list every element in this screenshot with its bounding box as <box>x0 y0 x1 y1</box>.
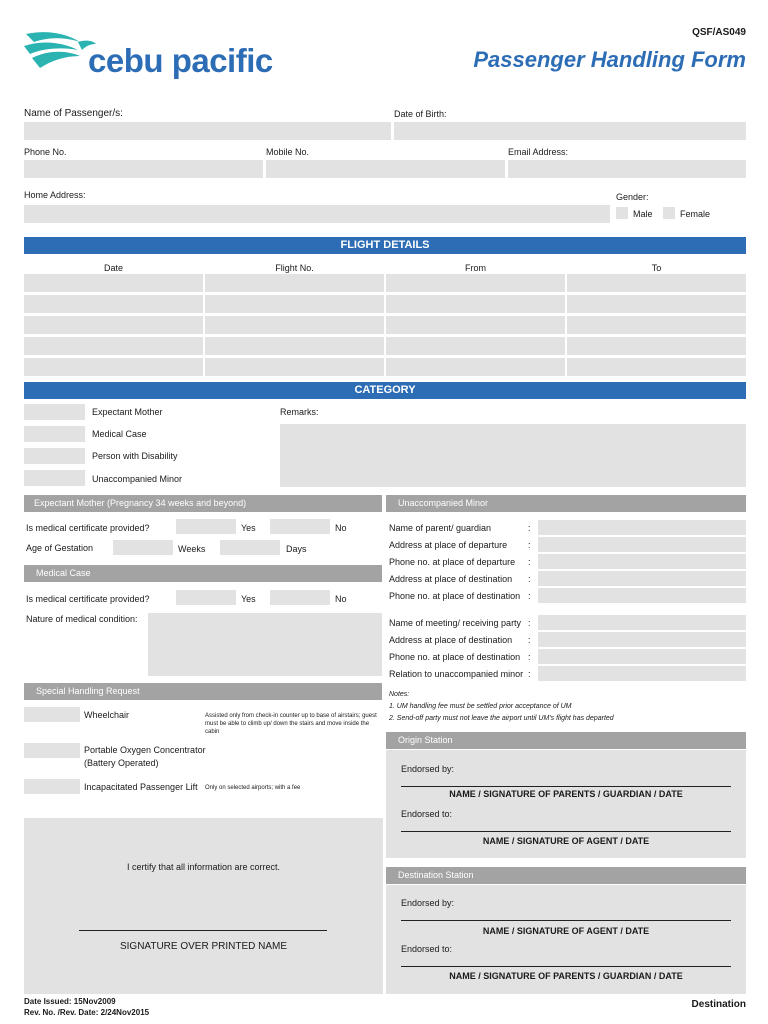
wheelchair-note: Assisted only from check-in counter up to base of airstairs; guest must be able to climb up/ down the stairs and move inside the cabin <box>205 713 377 735</box>
brand-name: cebu pacific <box>88 42 273 79</box>
logo <box>22 28 282 84</box>
date-issued: Date Issued: 15Nov2009 <box>24 997 116 1006</box>
um-field-label: Phone no. at place of destination <box>389 591 521 601</box>
flight-cell[interactable] <box>24 358 203 376</box>
um-field-input[interactable] <box>538 554 746 569</box>
um-note-2: 2. Send-off party must not leave the airport until UM's flight has departed <box>389 715 614 722</box>
flight-cell[interactable] <box>205 358 384 376</box>
phone-field[interactable] <box>24 160 263 178</box>
um-field-label: Phone no. at place of departure <box>389 557 516 567</box>
um-field-label: Phone no. at place of destination <box>389 652 521 662</box>
origin-sig2-line <box>401 831 731 832</box>
medical-header: Medical Case <box>24 565 382 582</box>
um-field-colon: : <box>528 557 531 567</box>
um-field-input[interactable] <box>538 666 746 681</box>
um-field-colon: : <box>528 652 531 662</box>
flight-cell[interactable] <box>24 316 203 334</box>
flight-cell[interactable] <box>386 337 565 355</box>
um-field-label: Name of parent/ guardian <box>389 523 492 533</box>
poc-checkbox[interactable] <box>24 743 80 758</box>
origin-sig1-line <box>401 786 731 787</box>
expectant-header: Expectant Mother (Pregnancy 34 weeks and beyond) <box>24 495 382 512</box>
medical-cert-label: Is medical certificate provided? <box>26 594 150 604</box>
female-checkbox[interactable] <box>663 207 675 219</box>
male-checkbox[interactable] <box>616 207 628 219</box>
destination-sig2-line <box>401 966 731 967</box>
copy-label: Destination <box>691 999 746 1010</box>
expectant-no-field[interactable] <box>270 519 330 534</box>
dob-label: Date of Birth: <box>394 109 447 119</box>
category-checkbox-expectant[interactable] <box>24 404 85 420</box>
um-field-colon: : <box>528 540 531 550</box>
certify-signature-label: SIGNATURE OVER PRINTED NAME <box>119 941 288 952</box>
flight-cell[interactable] <box>24 274 203 292</box>
um-field-colon: : <box>528 618 531 628</box>
email-field[interactable] <box>508 160 746 178</box>
expectant-no-label: No <box>335 523 347 533</box>
destination-sig1-label: NAME / SIGNATURE OF AGENT / DATE <box>482 926 650 936</box>
um-field-input[interactable] <box>538 588 746 603</box>
address-field[interactable] <box>24 205 610 223</box>
flight-cell[interactable] <box>205 295 384 313</box>
days-field[interactable] <box>220 540 280 555</box>
flight-cell[interactable] <box>567 337 746 355</box>
um-field-input[interactable] <box>538 537 746 552</box>
gender-label: Gender: <box>616 192 649 202</box>
um-field-label: Address at place of departure <box>389 540 508 550</box>
flight-cell[interactable] <box>567 358 746 376</box>
um-field-label: Name of meeting/ receiving party <box>389 618 522 628</box>
phone-label: Phone No. <box>24 147 67 157</box>
certify-signature-line <box>79 930 327 931</box>
lift-label: Incapacitated Passenger Lift <box>84 782 198 792</box>
category-pwd-label: Person with Disability <box>92 451 178 461</box>
category-um-label: Unaccompanied Minor <box>92 474 183 484</box>
category-checkbox-medical[interactable] <box>24 426 85 442</box>
origin-endorsed-to: Endorsed to: <box>401 809 453 819</box>
flight-cell[interactable] <box>386 358 565 376</box>
female-label: Female <box>680 209 711 219</box>
medical-nature-field[interactable] <box>148 613 382 676</box>
um-field-input[interactable] <box>538 571 746 586</box>
flight-cell[interactable] <box>205 274 384 292</box>
passenger-name-field[interactable] <box>24 122 391 140</box>
passenger-name-label: Name of Passenger/s: <box>24 108 123 119</box>
form-title: Passenger Handling Form <box>473 47 746 72</box>
flight-cell[interactable] <box>386 274 565 292</box>
um-field-colon: : <box>528 523 531 533</box>
category-medical-label: Medical Case <box>92 429 147 439</box>
wheelchair-checkbox[interactable] <box>24 707 80 722</box>
medical-no-field[interactable] <box>270 590 330 605</box>
medical-nature-label: Nature of medical condition: <box>26 614 138 624</box>
origin-sig1-label: NAME / SIGNATURE OF PARENTS / GUARDIAN / DATE <box>449 789 683 799</box>
gestation-label: Age of Gestation <box>26 543 94 553</box>
lift-note: Only on selected airports; with a fee <box>205 785 301 791</box>
poc-label-2: (Battery Operated) <box>84 758 159 768</box>
flight-cell[interactable] <box>24 295 203 313</box>
um-note-1: 1. UM handling fee must be settled prior acceptance of UM <box>389 703 572 710</box>
poc-label-1: Portable Oxygen Concentrator <box>84 745 206 755</box>
flight-cell[interactable] <box>205 316 384 334</box>
flight-cell[interactable] <box>24 337 203 355</box>
weeks-label: Weeks <box>178 544 206 554</box>
um-field-label: Address at place of destination <box>389 635 513 645</box>
remarks-field[interactable] <box>280 424 746 487</box>
destination-sig2-label: NAME / SIGNATURE OF PARENTS / GUARDIAN / DATE <box>449 971 683 981</box>
destination-sig1-line <box>401 920 731 921</box>
origin-header: Origin Station <box>386 732 746 749</box>
um-field-input[interactable] <box>538 649 746 664</box>
lift-checkbox[interactable] <box>24 779 80 794</box>
destination-endorsed-to: Endorsed to: <box>401 944 453 954</box>
destination-header: Destination Station <box>386 867 746 884</box>
address-label: Home Address: <box>24 190 86 200</box>
um-field-input[interactable] <box>538 520 746 535</box>
medical-yes-label: Yes <box>241 594 256 604</box>
um-field-label: Relation to unaccompanied minor <box>389 669 524 679</box>
email-label: Email Address: <box>508 147 569 157</box>
flight-cell[interactable] <box>386 316 565 334</box>
origin-sig2-label: NAME / SIGNATURE OF AGENT / DATE <box>482 836 650 846</box>
mobile-label: Mobile No. <box>266 147 310 157</box>
flight-cell[interactable] <box>386 295 565 313</box>
origin-endorsed-by: Endorsed by: <box>401 764 455 774</box>
remarks-label: Remarks: <box>280 407 319 417</box>
flight-details-header: FLIGHT DETAILS <box>24 237 746 254</box>
wheelchair-label: Wheelchair <box>84 710 130 720</box>
flight-col-from: From <box>465 263 486 273</box>
certify-text: I certify that all information are correct. <box>126 862 281 872</box>
expectant-yes-field[interactable] <box>176 519 236 534</box>
revision: Rev. No. /Rev. Date: 2/24Nov2015 <box>24 1008 150 1017</box>
category-checkbox-pwd[interactable] <box>24 448 85 464</box>
male-label: Male <box>633 209 653 219</box>
um-header: Unaccompanied Minor <box>386 495 746 512</box>
flight-cell[interactable] <box>567 274 746 292</box>
destination-endorsed-by: Endorsed by: <box>401 898 455 908</box>
dob-field[interactable] <box>394 122 746 140</box>
um-notes-label: Notes: <box>389 691 410 698</box>
category-header: CATEGORY <box>24 382 746 399</box>
weeks-field[interactable] <box>113 540 173 555</box>
um-field-label: Address at place of destination <box>389 574 513 584</box>
um-field-input[interactable] <box>538 632 746 647</box>
category-checkbox-um[interactable] <box>24 470 85 486</box>
um-field-input[interactable] <box>538 615 746 630</box>
flight-cell[interactable] <box>567 316 746 334</box>
category-expectant-label: Expectant Mother <box>92 407 163 417</box>
expectant-cert-label: Is medical certificate provided? <box>26 523 150 533</box>
flight-col-to: To <box>651 263 662 273</box>
um-field-colon: : <box>528 591 531 601</box>
flight-col-flightno: Flight No. <box>275 263 314 273</box>
um-field-colon: : <box>528 574 531 584</box>
certify-box <box>24 818 383 994</box>
expectant-yes-label: Yes <box>241 523 256 533</box>
flight-cell[interactable] <box>567 295 746 313</box>
days-label: Days <box>286 544 307 554</box>
flight-col-date: Date <box>103 263 123 273</box>
medical-no-label: No <box>335 594 347 604</box>
special-header: Special Handling Request <box>24 683 382 700</box>
mobile-field[interactable] <box>266 160 505 178</box>
bird-logo-icon <box>22 28 98 80</box>
form-code: QSF/AS049 <box>692 27 746 38</box>
um-field-colon: : <box>528 669 531 679</box>
um-field-colon: : <box>528 635 531 645</box>
medical-yes-field[interactable] <box>176 590 236 605</box>
flight-cell[interactable] <box>205 337 384 355</box>
